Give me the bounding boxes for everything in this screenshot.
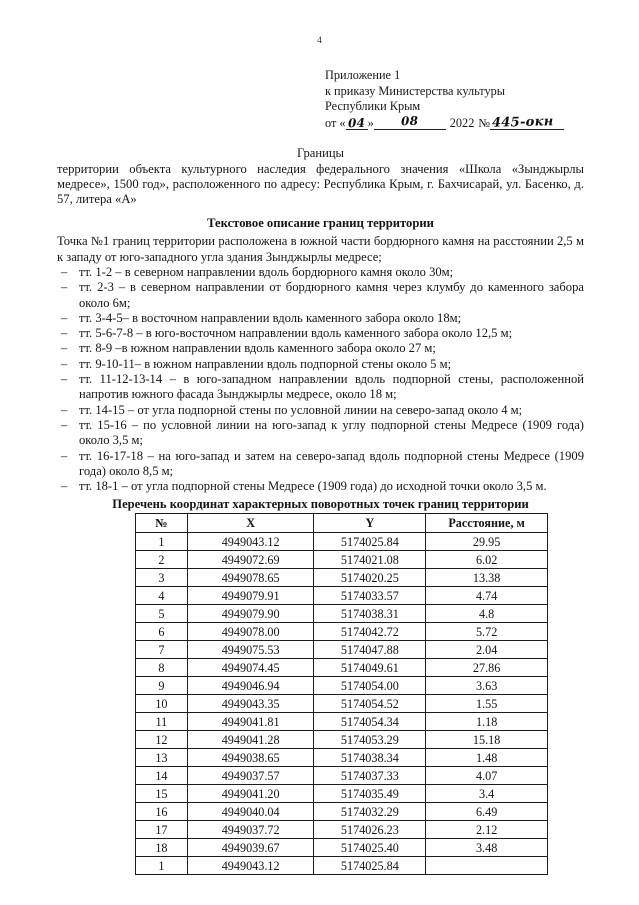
number-symbol: № bbox=[478, 115, 491, 130]
cell-distance: 27.86 bbox=[426, 659, 548, 677]
cell-y: 5174053.29 bbox=[314, 731, 426, 749]
list-item-label: тт. 2-3 – в северном направлении от бордюрного камня через клумбу до каменного забора около 6м; bbox=[79, 280, 584, 310]
date-prefix: от « bbox=[325, 115, 346, 130]
bullet-dash-icon: – bbox=[61, 356, 68, 371]
table-row bbox=[136, 803, 548, 821]
order-number-handwritten: 445-окн bbox=[491, 114, 554, 131]
cell-y: 5174033.57 bbox=[314, 587, 426, 605]
appendix-header bbox=[325, 68, 625, 131]
cell-x: 4949038.65 bbox=[187, 749, 314, 767]
cell-distance: 1.18 bbox=[426, 713, 548, 731]
cell-distance: 1.55 bbox=[426, 695, 548, 713]
document-title: Границы bbox=[296, 146, 345, 160]
list-item bbox=[57, 326, 584, 341]
cell-x: 4949041.20 bbox=[187, 785, 314, 803]
order-date-line bbox=[325, 113, 625, 132]
table-row bbox=[136, 767, 548, 785]
cell-y: 5174025.84 bbox=[314, 533, 426, 551]
list-item-label: тт. 11-12-13-14 – в юго-западном направлении вдоль подпорной стены, расположенной напротив южного фасада Зынджырлы медресе, около 18 м; bbox=[79, 372, 584, 402]
cell-number: 11 bbox=[136, 713, 188, 731]
list-item bbox=[57, 418, 584, 449]
cell-distance: 6.49 bbox=[426, 803, 548, 821]
cell-number: 17 bbox=[136, 821, 188, 839]
table-row bbox=[136, 569, 548, 587]
cell-distance: 2.04 bbox=[426, 641, 548, 659]
cell-distance: 3.4 bbox=[426, 785, 548, 803]
cell-number: 2 bbox=[136, 551, 188, 569]
cell-number: 14 bbox=[136, 767, 188, 785]
table-row bbox=[136, 677, 548, 695]
cell-x: 4949041.81 bbox=[187, 713, 314, 731]
cell-x: 4949078.00 bbox=[187, 623, 314, 641]
cell-x: 4949046.94 bbox=[187, 677, 314, 695]
column-header-x: X bbox=[187, 514, 314, 533]
cell-distance: 2.12 bbox=[426, 821, 548, 839]
document-subtitle: территории объекта культурного наследия федерального значения «Школа «Зынджырлы медресе», 1500 год», расположенного по адресу: Республика Крым, г. Бахчисарай, ул. Басенко, д. 57, литера «А» bbox=[57, 161, 584, 207]
cell-y: 5174021.08 bbox=[314, 551, 426, 569]
list-item bbox=[57, 449, 584, 480]
cell-x: 4949072.69 bbox=[187, 551, 314, 569]
cell-y: 5174042.72 bbox=[314, 623, 426, 641]
cell-x: 4949043.35 bbox=[187, 695, 314, 713]
cell-x: 4949074.45 bbox=[187, 659, 314, 677]
bullet-dash-icon: – bbox=[61, 448, 68, 463]
cell-y: 5174035.49 bbox=[314, 785, 426, 803]
table-row bbox=[136, 713, 548, 731]
cell-number: 8 bbox=[136, 659, 188, 677]
bullet-dash-icon: – bbox=[61, 280, 68, 295]
bullet-dash-icon: – bbox=[61, 326, 68, 341]
cell-number: 3 bbox=[136, 569, 188, 587]
appendix-line-1: Приложение 1 bbox=[325, 68, 401, 82]
bullet-dash-icon: – bbox=[61, 417, 68, 432]
list-item bbox=[57, 403, 584, 418]
cell-number: 9 bbox=[136, 677, 188, 695]
cell-number: 12 bbox=[136, 731, 188, 749]
list-item-label: тт. 16-17-18 – на юго-запад и затем на северо-запад вдоль подпорной стены Медресе (1909 года) около 8,5 м; bbox=[79, 448, 584, 478]
table-row bbox=[136, 641, 548, 659]
list-item-label: тт. 9-10-11– в южном направлении вдоль подпорной стены около 5 м; bbox=[79, 356, 452, 371]
cell-number: 18 bbox=[136, 839, 188, 857]
list-item bbox=[57, 265, 584, 280]
bullet-dash-icon: – bbox=[61, 402, 68, 417]
date-day-handwritten: 04 bbox=[347, 115, 366, 131]
cell-y: 5174032.29 bbox=[314, 803, 426, 821]
date-quote-close: » bbox=[367, 115, 374, 130]
list-item bbox=[57, 357, 584, 372]
cell-distance: 4.07 bbox=[426, 767, 548, 785]
document-body bbox=[57, 146, 584, 494]
column-header-number: № bbox=[136, 514, 188, 533]
table-row bbox=[136, 587, 548, 605]
date-month-slot bbox=[374, 113, 446, 130]
cell-distance: 15.18 bbox=[426, 731, 548, 749]
page-number: 4 bbox=[317, 36, 322, 46]
cell-y: 5174020.25 bbox=[314, 569, 426, 587]
table-row bbox=[136, 695, 548, 713]
cell-distance bbox=[426, 857, 548, 875]
cell-x: 4949039.67 bbox=[187, 839, 314, 857]
cell-distance: 4.8 bbox=[426, 605, 548, 623]
cell-y: 5174054.00 bbox=[314, 677, 426, 695]
order-number-slot bbox=[490, 116, 564, 130]
table-row bbox=[136, 623, 548, 641]
table-row bbox=[136, 659, 548, 677]
date-year: 2022 bbox=[449, 115, 475, 130]
table-row bbox=[136, 785, 548, 803]
cell-x: 4949043.12 bbox=[187, 857, 314, 875]
cell-number: 1 bbox=[136, 857, 188, 875]
bullet-dash-icon: – bbox=[61, 310, 68, 325]
list-item-label: тт. 3-4-5– в восточном направлении вдоль каменного забора около 18м; bbox=[79, 310, 462, 325]
appendix-line-2: к приказу Министерства культуры bbox=[325, 83, 506, 98]
bullet-dash-icon: – bbox=[61, 264, 68, 279]
cell-number: 5 bbox=[136, 605, 188, 623]
cell-y: 5174025.40 bbox=[314, 839, 426, 857]
list-item-label: тт. 1-2 – в северном направлении вдоль бордюрного камня около 30м; bbox=[79, 264, 454, 279]
list-item-label: тт. 8-9 –в южном направлении вдоль каменного забора около 27 м; bbox=[79, 341, 436, 356]
cell-x: 4949043.12 bbox=[187, 533, 314, 551]
cell-number: 1 bbox=[136, 533, 188, 551]
list-item bbox=[57, 311, 584, 326]
cell-x: 4949041.28 bbox=[187, 731, 314, 749]
cell-number: 16 bbox=[136, 803, 188, 821]
cell-y: 5174049.61 bbox=[314, 659, 426, 677]
coordinates-table-title: Перечень координат характерных поворотных точек границ территории bbox=[112, 497, 529, 511]
list-item bbox=[57, 479, 584, 494]
cell-distance: 3.48 bbox=[426, 839, 548, 857]
table-header-row bbox=[136, 514, 548, 533]
intro-paragraph: Точка №1 границ территории расположена в южной части бордюрного камня на расстоянии 2,5 м к западу от юго-западного угла здания Зынджырлы медресе; bbox=[57, 234, 584, 264]
cell-distance: 4.74 bbox=[426, 587, 548, 605]
cell-y: 5174037.33 bbox=[314, 767, 426, 785]
coordinates-table-body bbox=[136, 533, 548, 875]
cell-number: 4 bbox=[136, 587, 188, 605]
list-item-label: тт. 14-15 – от угла подпорной стены по условной линии на северо-запад около 4 м; bbox=[79, 402, 523, 417]
cell-x: 4949037.72 bbox=[187, 821, 314, 839]
cell-x: 4949037.57 bbox=[187, 767, 314, 785]
coordinates-table bbox=[135, 513, 548, 875]
cell-distance: 6.02 bbox=[426, 551, 548, 569]
cell-distance: 5.72 bbox=[426, 623, 548, 641]
cell-y: 5174047.88 bbox=[314, 641, 426, 659]
cell-y: 5174054.34 bbox=[314, 713, 426, 731]
cell-y: 5174038.31 bbox=[314, 605, 426, 623]
appendix-line-3: Республики Крым bbox=[325, 99, 421, 113]
bullet-dash-icon: – bbox=[61, 479, 68, 494]
column-header-y: Y bbox=[314, 514, 426, 533]
cell-x: 4949075.53 bbox=[187, 641, 314, 659]
cell-x: 4949078.65 bbox=[187, 569, 314, 587]
section-heading-text-description: Текстовое описание границ территории bbox=[207, 216, 434, 231]
cell-distance: 1.48 bbox=[426, 749, 548, 767]
table-row bbox=[136, 731, 548, 749]
cell-x: 4949079.90 bbox=[187, 605, 314, 623]
cell-distance: 3.63 bbox=[426, 677, 548, 695]
cell-number: 15 bbox=[136, 785, 188, 803]
bullet-dash-icon: – bbox=[61, 372, 68, 387]
table-row bbox=[136, 551, 548, 569]
cell-number: 7 bbox=[136, 641, 188, 659]
cell-y: 5174025.84 bbox=[314, 857, 426, 875]
cell-number: 10 bbox=[136, 695, 188, 713]
table-row bbox=[136, 749, 548, 767]
table-row bbox=[136, 533, 548, 551]
list-item bbox=[57, 280, 584, 311]
cell-x: 4949079.91 bbox=[187, 587, 314, 605]
list-item-label: тт. 18-1 – от угла подпорной стены Медресе (1909 года) до исходной точки около 3,5 м. bbox=[79, 479, 547, 494]
table-row bbox=[136, 857, 548, 875]
cell-number: 6 bbox=[136, 623, 188, 641]
date-month-handwritten: 08 bbox=[400, 113, 419, 129]
list-item bbox=[57, 372, 584, 403]
list-item-label: тт. 15-16 – по условной линии на юго-запад к углу подпорной стены Медресе (1909 года) около 3,5 м; bbox=[79, 417, 584, 448]
cell-y: 5174038.34 bbox=[314, 749, 426, 767]
date-day-slot bbox=[346, 117, 368, 130]
cell-distance: 13.38 bbox=[426, 569, 548, 587]
cell-distance: 29.95 bbox=[426, 533, 548, 551]
bullet-dash-icon: – bbox=[61, 341, 68, 356]
table-row bbox=[136, 605, 548, 623]
list-item bbox=[57, 341, 584, 356]
boundary-description-list bbox=[57, 265, 584, 494]
table-row bbox=[136, 839, 548, 857]
cell-y: 5174026.23 bbox=[314, 821, 426, 839]
list-item-label: тт. 5-6-7-8 – в юго-восточном направлении вдоль каменного забора около 12,5 м; bbox=[79, 326, 513, 341]
cell-x: 4949040.04 bbox=[187, 803, 314, 821]
cell-number: 13 bbox=[136, 749, 188, 767]
column-header-distance: Расстояние, м bbox=[426, 514, 548, 533]
table-row bbox=[136, 821, 548, 839]
cell-y: 5174054.52 bbox=[314, 695, 426, 713]
